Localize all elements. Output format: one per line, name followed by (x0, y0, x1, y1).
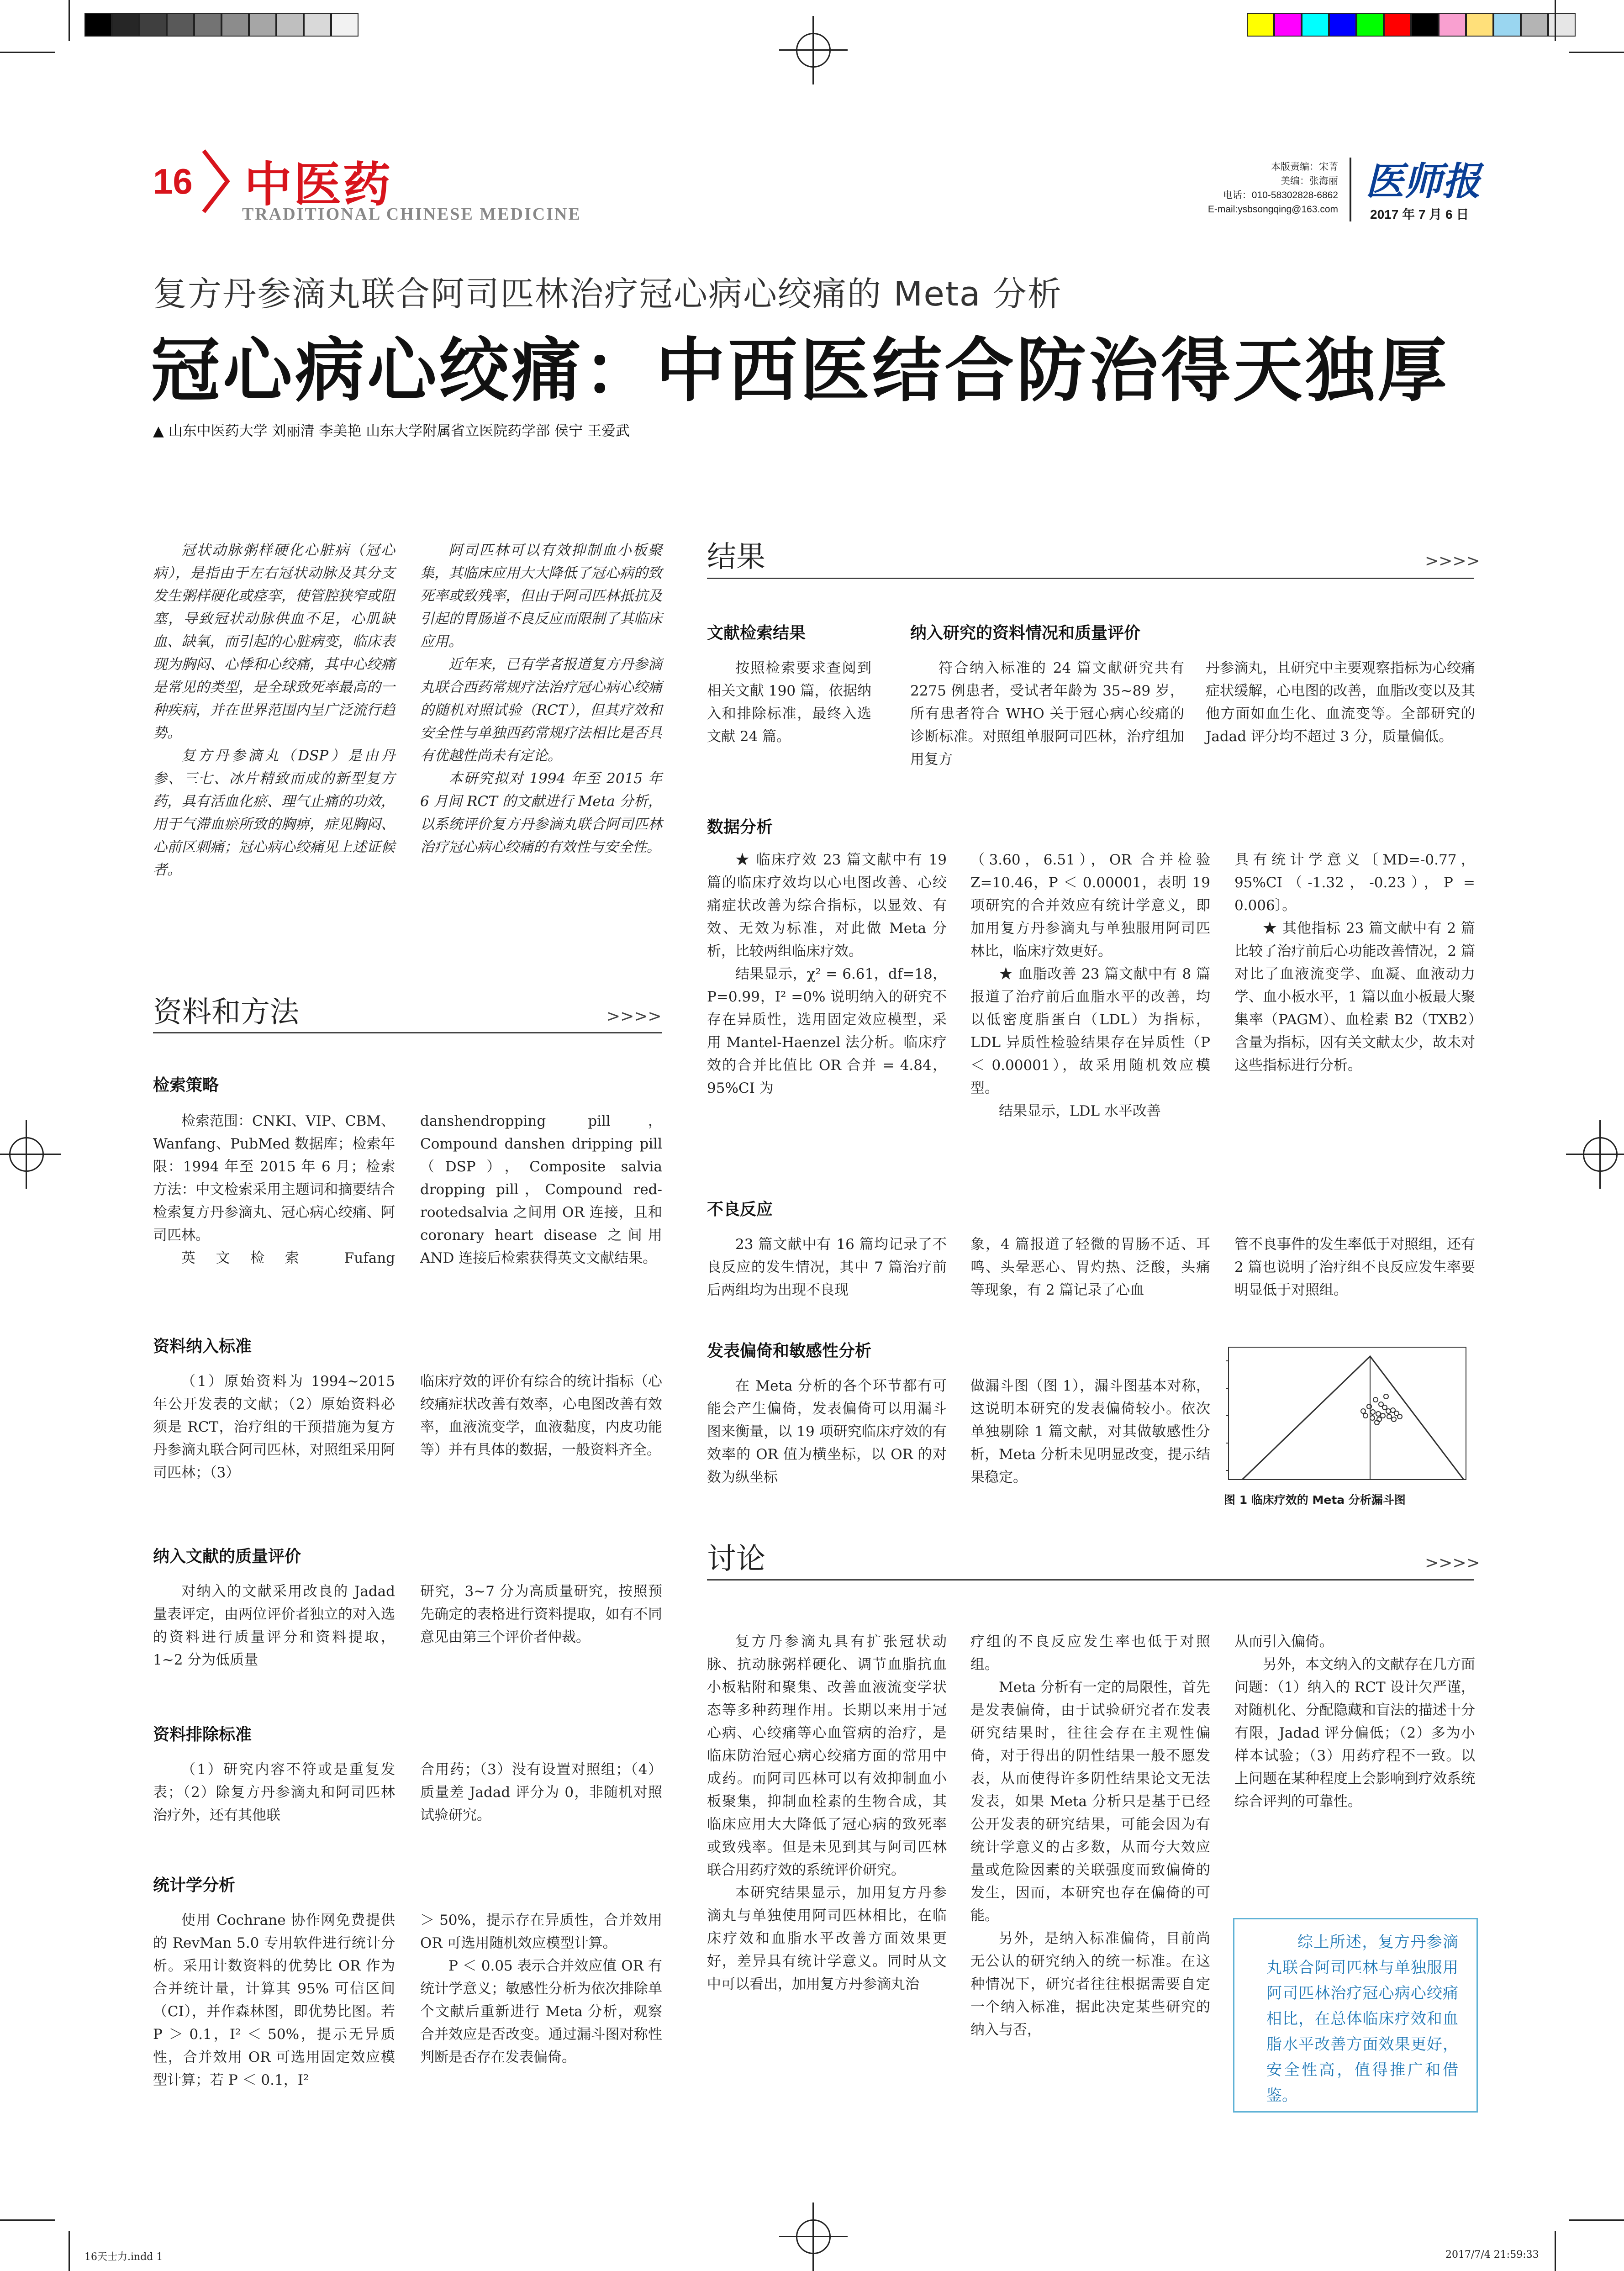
issue-date: 2017 年 7 月 6 日 (1370, 207, 1469, 221)
data-analysis-title: 数据分析 (707, 818, 773, 837)
editorial-info (1160, 160, 1338, 216)
body-paragraph: 本研究结果显示，加用复方丹参滴丸与单独使用阿司匹林相比，在临床疗效和血脂水平改善方面效果更好，差异具有统计学意义。同时从文中可以看出，加用复方丹参滴丸治 (707, 1885, 947, 1992)
conclusion-summary-box (1233, 1918, 1478, 2113)
search-strategy-col1 (153, 1110, 395, 1270)
discussion-col2 (970, 1630, 1210, 2041)
gray-patch (221, 13, 249, 37)
included-studies-col1 (910, 657, 1184, 771)
body-paragraph: 研究，3~7 分为高质量研究，按照预先确定的表格进行资料提取，如有不同意见由第三个评价者仲裁。 (420, 1583, 662, 1645)
section-arrows: >>>> (1425, 552, 1480, 570)
crop-mark (69, 0, 70, 41)
intro-paragraph: 近年来，已有学者报道复方丹参滴丸联合西药常规疗法治疗冠心病心绞痛的随机对照试验（RCT），但其疗效和安全性与单独西药常规疗法相比是否具有优越性尚未有定论。 (420, 656, 662, 764)
exclusion-col2 (420, 1758, 662, 1827)
body-paragraph: 合用药；（3）没有设置对照组；（4）质量差 Jadad 评分为 0，非随机对照试验研究。 (420, 1761, 662, 1823)
color-patch (1356, 13, 1384, 37)
body-paragraph: （3.60，6.51），OR 合并检验 Z=10.46，P ＜ 0.00001，表明 19 项研究的合并效应有统计学意义，即加用复方丹参滴丸与单独服用阿司匹林比，临床疗效更好。 (970, 852, 1210, 959)
included-studies-title: 纳入研究的资料情况和质量评价 (910, 624, 1141, 643)
section-title-en: TRADITIONAL CHINESE MEDICINE (242, 205, 581, 224)
intro-column-1 (153, 539, 395, 881)
article-headline: 冠心病心绞痛：中西医结合防治得天独厚 (151, 330, 1450, 411)
gray-patch (194, 13, 221, 37)
included-studies-col2 (1206, 657, 1475, 748)
data-analysis-col1 (707, 848, 947, 1100)
contact-email: E-mail:ysbsongqing@163.com (1207, 204, 1338, 215)
body-paragraph: 英文检索 Fufang (181, 1250, 395, 1266)
body-paragraph: 结果显示，LDL 水平改善 (999, 1103, 1161, 1119)
crop-mark (1569, 52, 1624, 53)
search-strategy-title: 检索策略 (153, 1076, 219, 1095)
article-authors: ▲ 山东中医药大学 刘丽清 李美艳 山东大学附属省立医院药学部 侯宁 王爱武 (153, 423, 630, 439)
body-paragraph: P ＜ 0.05 表示合并效应值 OR 有统计学意义；敏感性分析为依次排除单个文献后重新进行 Meta 分析，观察合并效应是否改变。通过漏斗图对称性判断是否存在发表偏倚。 (420, 1958, 662, 2066)
statistics-col1 (153, 1909, 395, 2092)
body-paragraph: ★ 其他指标 23 篇文献中有 2 篇比较了治疗前后心功能改善情况，2 篇对比了血液流变学、血凝、血液动力学、血小板水平，1 篇以血小板最大聚集率（PAGM）、血栓素 B2（TXB2）含量为指标，因有关文献太少，故未对这些指标进行分析。 (1234, 920, 1475, 1074)
chevron-right-icon (200, 147, 232, 216)
color-patch (1521, 13, 1548, 37)
registration-mark-bottom (796, 2219, 831, 2254)
quality-col1 (153, 1580, 395, 1671)
body-paragraph: （1）研究内容不符或是重复发表；（2）除复方丹参滴丸和阿司匹林治疗外，还有其他联 (153, 1761, 395, 1823)
discussion-heading: 讨论 (707, 1542, 765, 1576)
body-paragraph: 临床疗效的评价有综合的统计指标（心绞痛症状改善有效率，心电图改善有效率，血液流变学，血液黏度，内皮功能等）并有具体的数据，一般资料齐全。 (420, 1373, 662, 1458)
gray-patch (276, 13, 304, 37)
publication-bias-col1 (707, 1375, 947, 1489)
section-rule (153, 1032, 662, 1033)
print-timestamp: 2017/7/4 21:59:33 (1445, 2249, 1539, 2260)
intro-paragraph: 冠状动脉粥样硬化心脏病（冠心病），是指由于左右冠状动脉及其分支发生粥样硬化或痉挛，使管腔狭窄或阻塞，导致冠状动脉供血不足，心肌缺血、缺氧，而引起的心脏病变，临床表现为胸闷、心悸和心绞痛，其中心绞痛是常见的类型，是全球致死率最高的一种疾病，并在世界范围内呈广泛流行趋势。 (153, 542, 395, 741)
body-paragraph: 丹参滴丸，且研究中主要观察指标为心绞痛症状缓解，心电图的改善，血脂改变以及其他方面如血生化、血流变等。全部研究的 Jadad 评分均不超过 3 分，质量偏低。 (1206, 660, 1475, 745)
body-paragraph: 管不良事件的发生率低于对照组，还有 2 篇也说明了治疗组不良反应发生率要明显低于对照组。 (1234, 1236, 1475, 1298)
body-paragraph: 另外，本文纳入的文献存在几方面问题：（1）纳入的 RCT 设计欠严谨，对随机化、分配隐藏和盲法的描述十分有限，Jadad 评分偏低；（2）多为小样本试验；（3）用药疗程不一致。以上问题在某种程度上会影响到疗效系统综合评判的可靠性。 (1234, 1656, 1475, 1810)
designer-credit: 美编：张海丽 (1281, 176, 1338, 186)
editor-credit: 本版责编：宋菁 (1271, 162, 1338, 172)
exclusion-criteria-title: 资料排除标准 (153, 1725, 252, 1744)
figure-caption: 图 1 临床疗效的 Meta 分析漏斗图 (1224, 1493, 1406, 1507)
discussion-col3 (1234, 1630, 1475, 1813)
gray-patch (304, 13, 331, 37)
color-patch (1548, 13, 1576, 37)
body-paragraph: danshendropping pill，Compound danshen dripping pill（DSP），Composite salvia dropping pill，Compound red-rootedsalvia 之间用 OR 连接，且和 coronary heart disease 之间用 AND 连接后检索获得英文文献结果。 (420, 1113, 662, 1266)
crop-mark (69, 2231, 70, 2271)
body-paragraph: 做漏斗图（图 1），漏斗图基本对称，这说明本研究的发表偏倚较小。依次单独剔除 1 篇文献，对其做敏感性分析，Meta 分析未见明显改变，提示结果稳定。 (970, 1378, 1210, 1486)
crop-mark (0, 52, 55, 53)
color-patch (1274, 13, 1302, 37)
body-paragraph: 检索范围：CNKI、VIP、CBM、Wanfang、PubMed 数据库；检索年限：1994 年至 2015 年 6 月；检索方法：中文检索采用主题词和摘要结合检索复方丹参滴丸、冠心病心绞痛、阿司匹林。 (153, 1113, 395, 1244)
article-subtitle: 复方丹参滴丸联合阿司匹林治疗冠心病心绞痛的 Meta 分析 (153, 274, 1062, 314)
color-patch (1411, 13, 1439, 37)
body-paragraph: 结果显示，χ² = 6.61，df=18，P=0.99，I² =0% 说明纳入的研究不存在异质性，选用固定效应模型，采用 Mantel-Haenzel 法分析。临床疗效的合并比值比 OR 合并 = 4.84，95%CI 为 (707, 966, 947, 1096)
body-paragraph: 疗组的不良反应发生率也低于对照组。 (970, 1633, 1210, 1673)
data-analysis-col2 (970, 848, 1210, 1122)
body-paragraph: ★ 血脂改善 23 篇文献中有 8 篇报道了治疗前后血脂水平的改善，均以低密度脂蛋白（LDL）为指标，LDL 异质性检验结果存在异质性（P ＜ 0.00001），故采用随机效应模型。 (970, 966, 1210, 1096)
registration-mark-top (796, 33, 831, 68)
statistics-col2 (420, 1909, 662, 2069)
section-arrows: >>>> (1425, 1554, 1480, 1572)
plot-frame (1229, 1347, 1466, 1480)
intro-paragraph: 阿司匹林可以有效抑制血小板聚集，其临床应用大大降低了冠心病的致死率或致残率，但由于阿司匹林抵抗及引起的胃肠道不良反应而限制了其临床应用。 (420, 542, 662, 650)
conclusion-summary-text: 综上所述，复方丹参滴丸联合阿司匹林与单独服用阿司匹林治疗冠心病心绞痛相比，在总体临床疗效和血脂水平改善方面效果更好，安全性高，值得推广和借鉴。 (1266, 1933, 1458, 2105)
intro-paragraph: 本研究拟对 1994 年至 2015 年 6 月间 RCT 的文献进行 Meta 分析，以系统评价复方丹参滴丸联合阿司匹林治疗冠心病心绞痛的有效性与安全性。 (420, 770, 662, 855)
body-paragraph: 复方丹参滴丸具有扩张冠状动脉、抗动脉粥样硬化、调节血脂抗血小板粘附和聚集、改善血液流变学状态等多种药理作用。长期以来用于冠心病、心绞痛等心血管病的治疗，是临床防治冠心病心绞痛方面的常用中成药。而阿司匹林可以有效抑制血小板聚集，抑制血栓素的生物合成，其临床应用大大降低了冠心病的致死率或致残率。但是未见到其与阿司匹林联合用药疗效的系统评价研究。 (707, 1633, 947, 1878)
inclusion-col1 (153, 1370, 395, 1484)
section-rule (707, 578, 1474, 579)
color-calibration-bar (1247, 13, 1576, 37)
body-paragraph: 象，4 篇报道了轻微的胃肠不适、耳鸣、头晕恶心、胃灼热、泛酸，头痛等现象，有 2 篇记录了心血 (970, 1236, 1210, 1298)
color-patch (1247, 13, 1274, 37)
color-patch (1439, 13, 1466, 37)
body-paragraph: Meta 分析有一定的局限性，首先是发表偏倚，由于试验研究者在发表研究结果时，往往会存在主观性偏倚，对于得出的阴性结果一般不愿发表，从而使得许多阴性结果论文无法发表，如果 Meta 分析只是基于已经公开发表的研究结果，可能会因为有统计学意义的占多数，从而夸大效应量或危险因素的关联强度而致偏倚的发生，因而，本研究也存在偏倚的可能。 (970, 1679, 1210, 1924)
statistics-title: 统计学分析 (153, 1876, 236, 1895)
gray-patch (331, 13, 359, 37)
file-info: 16天士力.indd 1 (84, 2251, 163, 2263)
grayscale-calibration-bar (84, 13, 359, 37)
literature-search-text (707, 657, 871, 748)
data-analysis-col3 (1234, 848, 1475, 1077)
inclusion-col2 (420, 1370, 662, 1461)
section-rule (707, 1579, 1474, 1581)
color-patch (1302, 13, 1329, 37)
gray-patch (112, 13, 139, 37)
gray-patch (167, 13, 194, 37)
intro-column-2 (420, 539, 662, 859)
body-paragraph: 23 篇文献中有 16 篇均记录了不良反应的发生情况，其中 7 篇治疗前后两组均为出现不良现 (707, 1236, 947, 1298)
methods-heading: 资料和方法 (153, 996, 299, 1029)
body-paragraph: 对纳入的文献采用改良的 Jadad 量表评定，由两位评价者独立的对入选的资料进行质量评分和资料提取，1~2 分为低质量 (153, 1583, 395, 1668)
color-patch (1466, 13, 1493, 37)
body-paragraph: 从而引入偏倚。 (1234, 1633, 1334, 1650)
header-divider (1350, 158, 1351, 221)
gray-patch (249, 13, 276, 37)
section-title-cn: 中医药 (244, 158, 393, 211)
registration-mark-right (1583, 1137, 1618, 1172)
body-paragraph: 另外，是纳入标准偏倚，目前尚无公认的研究纳入的统一标准。在这种情况下，研究者往往根据需要自定一个纳入标准，据此决定某些研究的纳入与否， (970, 1930, 1210, 2038)
adverse-col2 (970, 1233, 1210, 1301)
crop-mark (0, 2219, 55, 2221)
page-number: 16 (153, 161, 193, 201)
body-paragraph: 具有统计学意义〔MD=-0.77，95%CI（-1.32，-0.23），P = 0.006〕。 (1234, 852, 1475, 914)
quality-col2 (420, 1580, 662, 1649)
body-paragraph: ＞ 50%，提示存在异质性，合并效用 OR 可选用随机效应模型计算。 (420, 1912, 662, 1951)
color-patch (1384, 13, 1411, 37)
contact-phone: 电话：010-58302828-6862 (1223, 190, 1338, 200)
body-paragraph: （1）原始资料为 1994~2015 年公开发表的文献；（2）原始资料必须是 RCT，治疗组的干预措施为复方丹参滴丸联合阿司匹林，对照组采用阿司匹林；（3） (153, 1373, 395, 1481)
discussion-col1 (707, 1630, 947, 1996)
color-patch (1329, 13, 1356, 37)
adverse-col3 (1234, 1233, 1475, 1301)
quality-assessment-title: 纳入文献的质量评价 (153, 1547, 301, 1566)
adverse-col1 (707, 1233, 947, 1301)
results-heading: 结果 (707, 540, 765, 574)
color-patch (1493, 13, 1521, 37)
crop-mark (1555, 2231, 1556, 2271)
exclusion-col1 (153, 1758, 395, 1827)
body-paragraph: 符合纳入标准的 24 篇文献研究共有 2275 例患者，受试者年龄为 35~89 岁，所有患者符合 WHO 关于冠心病心绞痛的诊断标准。对照组单服阿司匹林，治疗组加用复方 (910, 660, 1184, 768)
inclusion-criteria-title: 资料纳入标准 (153, 1337, 252, 1356)
funnel-plot (1215, 1343, 1471, 1489)
search-strategy-col2 (420, 1110, 662, 1270)
newspaper-masthead: 医师报 (1366, 158, 1481, 204)
publication-bias-title: 发表偏倚和敏感性分析 (707, 1342, 872, 1360)
intro-paragraph: 复方丹参滴丸（DSP）是由丹参、三七、冰片精致而成的新型复方药，具有活血化瘀、理气止痛的功效，用于气滞血瘀所致的胸痹，症见胸闷、心前区刺痛；冠心病心绞痛见上述证候者。 (153, 748, 395, 878)
body-paragraph: 使用 Cochrane 协作网免费提供的 RevMan 5.0 专用软件进行统计分析。采用计数资料的优势比 OR 作为合并统计量，计算其 95% 可信区间（CI），并作森林图，即优势比图。若 P ＞ 0.1，I² ＜ 50%，提示无异质性，合并效用 OR 可选用固定效应模型计算；若 P ＜ 0.1，I² (153, 1912, 395, 2088)
body-paragraph: ★ 临床疗效 23 篇文献中有 19 篇的临床疗效均以心电图改善、心绞痛症状改善为综合指标，以显效、有效、无效为标准，对此做 Meta 分析，比较两组临床疗效。 (707, 852, 947, 959)
gray-patch (84, 13, 112, 37)
crop-mark (1569, 2219, 1624, 2221)
adverse-reactions-title: 不良反应 (707, 1200, 773, 1219)
body-paragraph: 在 Meta 分析的各个环节都有可能会产生偏倚，发表偏倚可以用漏斗图来衡量，以 19 项研究临床疗效的有效率的 OR 值为横坐标，以 OR 的对数为纵坐标 (707, 1378, 947, 1486)
body-paragraph: 按照检索要求查阅到相关文献 190 篇，依据纳入和排除标准，最终入选文献 24 篇。 (707, 660, 871, 745)
publication-bias-col2 (970, 1375, 1210, 1489)
registration-mark-left (9, 1137, 44, 1172)
section-arrows: >>>> (606, 1007, 662, 1026)
crop-mark (1555, 0, 1556, 41)
gray-patch (139, 13, 167, 37)
literature-search-title: 文献检索结果 (707, 624, 806, 643)
